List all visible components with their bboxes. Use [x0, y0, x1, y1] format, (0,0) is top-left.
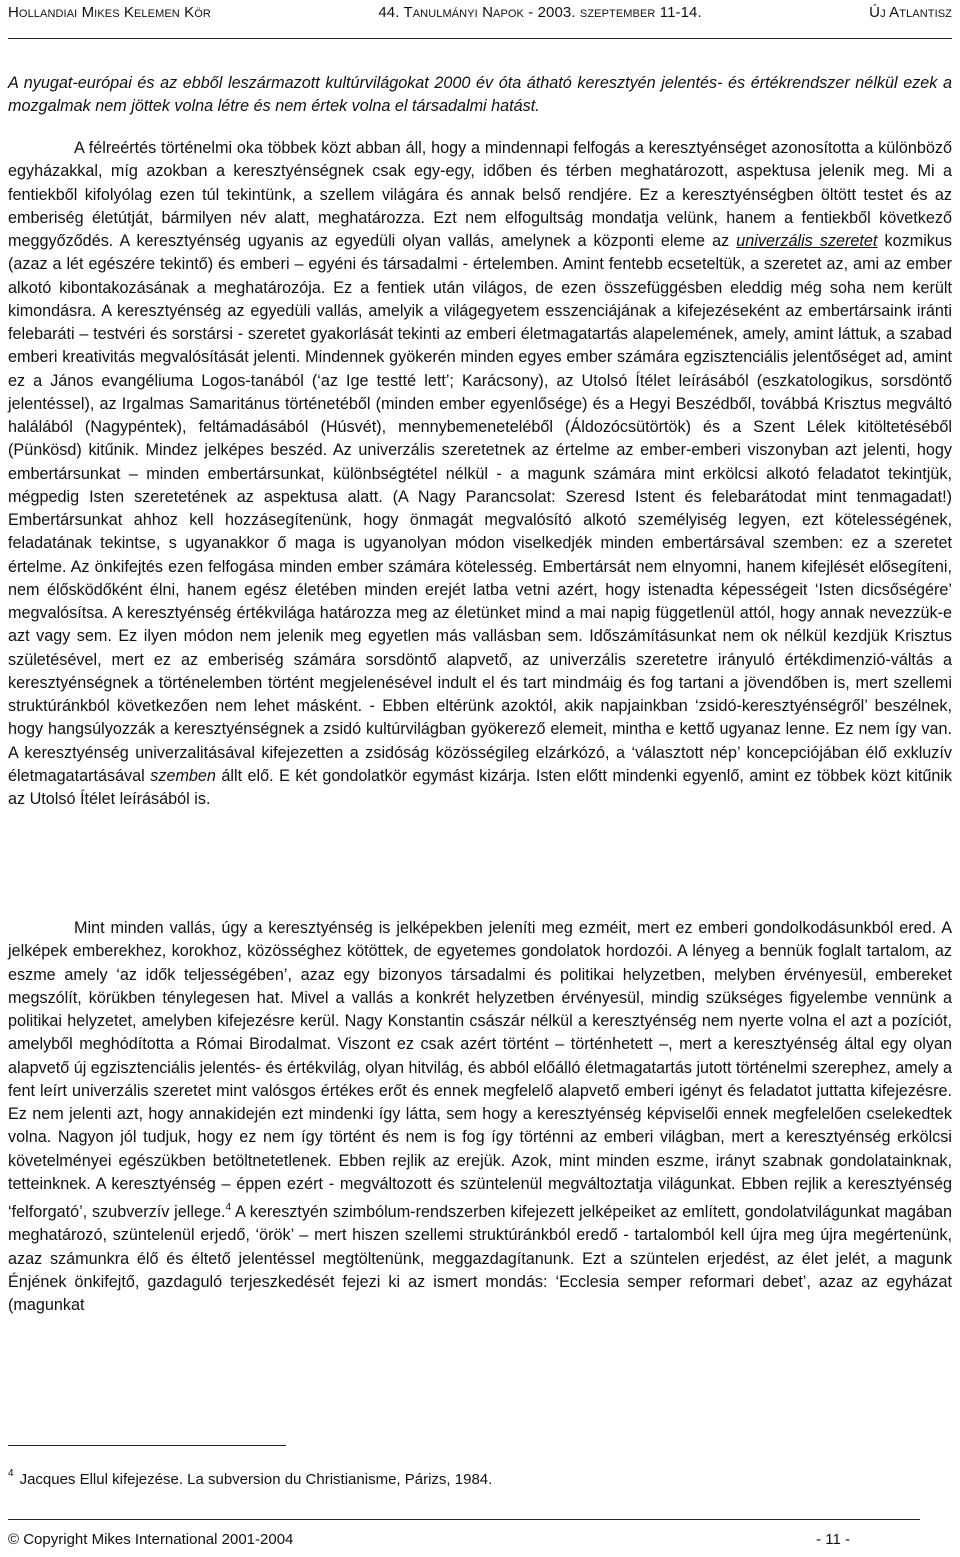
page-number: - 11 -	[816, 1531, 850, 1548]
footnote-text: Jacques Ellul kifejezése. La subversion du Christianisme, Párizs, 1984.	[19, 1471, 493, 1488]
header-left: Hollandiai Mikes Kelemen Kör	[8, 4, 211, 21]
paragraph-2-part-2: A keresztyén szimbólum-rendszerben kifejezett jelképeiket az említett, gondolatvilágunkat magában meghatározó, szüntelenül erjedő, ‘örök’ – mert hiszen szellemi struktúránkból eredő - tartalomból kell újra meg újra megértenünk, azaz számunkra élő és éltető jelentéssel megtöltenünk, meggazdagítanunk. Ezt a szüntelen erjedést, az élet jelét, a magunk Énjének önkifejtő, gazdaguló terjeszkedését fejezi ki az ismert mondás: ‘Ecclesia semper reformari debet’, azaz az egyházat (magunkat	[8, 1203, 953, 1314]
paragraph-1-part-1: A félreértés történelmi oka többek közt abban áll, hogy a mindennapi felfogás a keresztyénséget azonosította a különböző egyházakkal, míg azokban a keresztyénségnek csak egy-egy, időben és térben meghatározott, aspektusa jelenik meg. Mi a fentiekből kifolyólag ezen túl tekintünk, a szellem világára és annak belső rendjére. Ez a keresztyénségben öltött testet és az emberiség életútját, bármilyen név alatt, meghatározza. Ezt nem elfogultság mondatja velünk, hanem a fentiekből következő meggyőződés. A keresztyénség ugyanis az egyedüli olyan vallás, amelynek a központi eleme az	[8, 139, 952, 250]
running-header	[8, 4, 952, 30]
paragraph-1-part-2: kozmikus (azaz a lét egészére tekintő) és emberi – egyéni és társadalmi - értelemben. Amint fentebb ecseteltük, a szeretet az, ami az ember alkotó kibontakozásának a meghatározója. Ez a fentiek után világos, de ezen összefüggésben eleddig még soha nem került kimondásra. A keresztyénség az egyedüli vallás, amelyik a világegyetem esszenciájának a kifejezéseként az embertársaink iránti felebaráti – testvéri és sorstársi - szeretet gyakorlását tekinti az emberi életmagatartás alapelemének, amely, amint láttuk, a szabad emberi kreativitás megvalósítását jelenti. Mindennek gyökerén minden egyes ember számára egzisztenciális jelentőséget ad, amint ez a János evangéliuma Logos-tanából (‘az Ige testté lett’; Karácsony), az Utolsó Ítélet leírásából (eszkatologikus, sorsdöntő jelentéssel), az Irgalmas Samaritánus történetéből (minden ember egyenlősége) és a Hegyi Beszédből, továbbá Krisztus megváltó halálából (Nagypéntek), feltámadásából (Húsvét), mennybemeneteléből (Áldozócsütörtök) és a Szent Lélek kitöltetéséből (Pünkösd) kitűnik. Mindez jelképes beszéd. Az univerzális szeretetnek az értelme az ember-emberi viszonyban azt jelenti, hogy embertársunkat – minden embertársunkat, különbségtétel nélkül - a magunk számára mint erkölcsi alkotó feladatot tekintjük, mégpedig Isten szeretetének az aspektusa alatt. (A Nagy Parancsolat: Szeresd Istent és felebarátodat mint tenmagadat!) Embertársunkat ahhoz kell hozzásegítenünk, hogy önmagát megvalósító alkotó személyiség legyen, ezt kötelességének, feladatának tekintse, s ugyanakkor ő maga is ugyanolyan módon viselkedjék minden embertársával szemben: ez a szeretet értelme. Az önkifejtés ezen felfogása minden ember számára kötelesség. Embertársát nem elnyomni, hanem kifejlését elősegíteni, nem élősködőként élni, hanem egész életében minden erejét latba vetni azért, hogy istenadta képességeit ‘Isten dicsőségére’ megvalósítsa. A keresztyénség értékvilága határozza meg az életünket mind a mai napig függetlenül attól, hogy annak nevezzük-e azt vagy sem. Ez ilyen módon nem jelenik meg egyetlen más vallásban sem. Időszámításunkat nem ok nélkül kezdjük Krisztus születésével, mert ez az emberiség számára sorsdöntő alapvető, az univerzális szeretetre irányuló értékdimenzió-váltás a keresztyénségnek a történelemben történt megjelenésével indult el és tart mindmáig és fog tartani a jövendőben is, mert szellemi struktúránkból következően nem lehet másként. - Ebben eltérünk azoktól, akik napjainkban ‘zsidó-keresztyénségről’ beszélnek, hogy hangsúlyozzák a keresztyénségnek a zsidó kultúrvilágban gyökerező elemeit, mintha e kettő ugyanaz lenne. Ez nem így van. A keresztyénség univerzalitásával kifejezetten a zsidóság közösségileg elzárkózó, a ‘választott nép’ koncepciójában élő exkluzív életmagatartásával	[8, 232, 952, 785]
footnote-divider	[8, 1445, 286, 1446]
footnote-reference[interactable]: 4	[225, 1202, 232, 1213]
footer-divider	[8, 1519, 920, 1520]
paragraph-2	[8, 917, 952, 1317]
emphasis-universal-love: univerzális szeretet	[736, 232, 878, 250]
paragraph-1-part-3: állt elő. E két gondolatkör egymást kizárja. Isten előtt mindenki egyenlő, amint ez többek közt kitűnik az Utolsó Ítélet leírásából is.	[8, 766, 953, 808]
page-footer	[8, 1531, 850, 1548]
header-right: Új Atlantisz	[869, 4, 952, 21]
footnote-number: 4	[8, 1468, 14, 1479]
paragraph-1	[8, 137, 952, 811]
paragraph-2-part-1: Mint minden vallás, úgy a keresztyénség is jelképekben jeleníti meg ezméit, mert ez emberi gondolkodásunkból ered. A jelképek emberekhez, korokhoz, közösséghez kötöttek, de egyetemes gondolatok hordozói. A lényeg a bennük foglalt tartalom, az eszme amely ‘az idők teljességében’, azaz egy bizonyos társadalmi és politikai helyzetben, melyben érvényesül, embereket megszólít, körükben ténylegesen hat. Mivel a vallás a konkrét helyzetben érvényesül, mindig szükséges figyelembe vennünk a politikai helyzetet, amelyben kifejezésre kerül. Nagy Konstantin császár nélkül a keresztyénség nem nyerte volna el azt a pozíciót, amelyből meghódította a Római Birodalmat. Viszont ez csak azért történt – történhetett –, mert a keresztyénség által egy olyan alapvető új egzisztenciális jelentés- és értékvilág, olyan hitvilág, és abból előálló életmagatartás jutott történelmi szerephez, amely a fent leírt univerzális szeretet mint valósgos értékes erőt és ennek megfelelő alapvető emberi igényt és feladatot juttatta kifejezésre. Ez nem jelenti azt, hogy annakidején ezt mindenki így látta, sem hogy a keresztyénség képviselői ennek megfelelően cselekedtek volna. Nagyon jól tudjuk, hogy ez nem így történt és nem is fog így történni az emberi világban, mert a keresztyénség erkölcsi követelményei egészükben betöltnetetlenek. Ebben rejlik az erejük. Azok, mint minden eszme, irányt szabnak gondolatainknak, tetteinknek. A keresztyénség – éppen ezért - megváltozott és szüntelenül megváltoztatja világunkat. Ebben rejlik a keresztyénség ‘felforgató’, szubverzív jellege.	[8, 919, 952, 1221]
footnote	[8, 1468, 492, 1488]
header-center: 44. Tanulmányi Napok - 2003. szeptember 11-14.	[378, 4, 702, 21]
emphasis-szemben: szemben	[150, 766, 216, 785]
copyright-text: © Copyright Mikes International 2001-2004	[8, 1531, 294, 1548]
intro-paragraph: A nyugat-európai és az ebből leszármazott kultúrvilágokat 2000 év óta átható keresztyén jelentés- és értékrendszer nélkül ezek a mozgalmak nem jöttek volna létre és nem értek volna el társadalmi hatást.	[8, 74, 952, 116]
header-divider	[8, 38, 952, 39]
